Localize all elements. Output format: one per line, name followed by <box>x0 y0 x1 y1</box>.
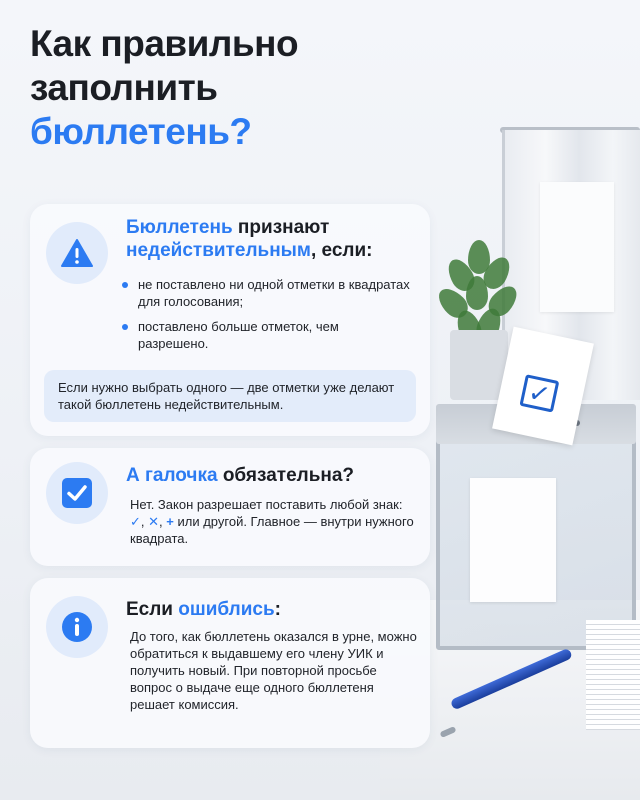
title-line-3: бюллетень? <box>30 111 252 152</box>
heading-accent: А галочка <box>126 465 218 486</box>
checkmark-icon: ✓ <box>519 374 559 412</box>
list-item: не поставлено ни одной отметки в квадратах для голосования; <box>122 276 412 310</box>
voting-booth-sign <box>540 182 614 312</box>
card-mistake-heading <box>126 598 416 621</box>
separator: , <box>159 514 167 529</box>
card-invalid-note: Если нужно выбрать одного — две отметки уже делают такой бюллетень недействительным. <box>44 370 416 422</box>
heading-accent: ошиблись <box>178 599 275 620</box>
card-invalid-heading <box>126 216 416 262</box>
heading-text: обязательна? <box>217 465 355 486</box>
title-line-1: Как правильно <box>30 23 299 64</box>
text-part: или другой. Главное — внутри нужного квадрата. <box>130 514 414 546</box>
warning-triangle-icon <box>46 222 108 284</box>
card-mistake-text: До того, как бюллетень оказался в урне, можно обратиться к выдавшему его члену УИК и получить новый. При повторной просьбе вопрос о выдаче еще одного бюллетеня решает комиссия. <box>130 629 417 712</box>
list-item: поставлено больше отметок, чем разрешено. <box>122 318 412 352</box>
heading-text: : <box>274 599 281 620</box>
checkbox-icon <box>46 462 108 524</box>
text-part: Нет. Закон разрешает поставить любой знак: <box>130 497 403 512</box>
heading-text: Если <box>126 599 179 620</box>
heading-text: признают <box>232 217 330 238</box>
ballot-inside-box <box>470 478 556 602</box>
invalid-conditions-list <box>122 276 412 360</box>
card-checkmark-text <box>130 496 420 547</box>
check-symbol: ✓ <box>130 514 141 529</box>
card-mistake <box>30 578 430 748</box>
cross-symbol: ✕ <box>148 514 160 529</box>
card-checkmark <box>30 448 430 566</box>
plus-symbol: + <box>166 514 174 529</box>
paper-stack <box>586 620 640 760</box>
title-line-2: заполнить <box>30 67 218 108</box>
page-title <box>30 22 410 154</box>
info-icon <box>46 596 108 658</box>
card-invalid-ballot <box>30 204 430 436</box>
card-checkmark-heading <box>126 464 416 487</box>
heading-text: , если: <box>310 240 373 261</box>
heading-accent: Бюллетень <box>126 217 233 238</box>
separator: , <box>140 514 149 529</box>
heading-accent: недействительным <box>126 240 311 261</box>
